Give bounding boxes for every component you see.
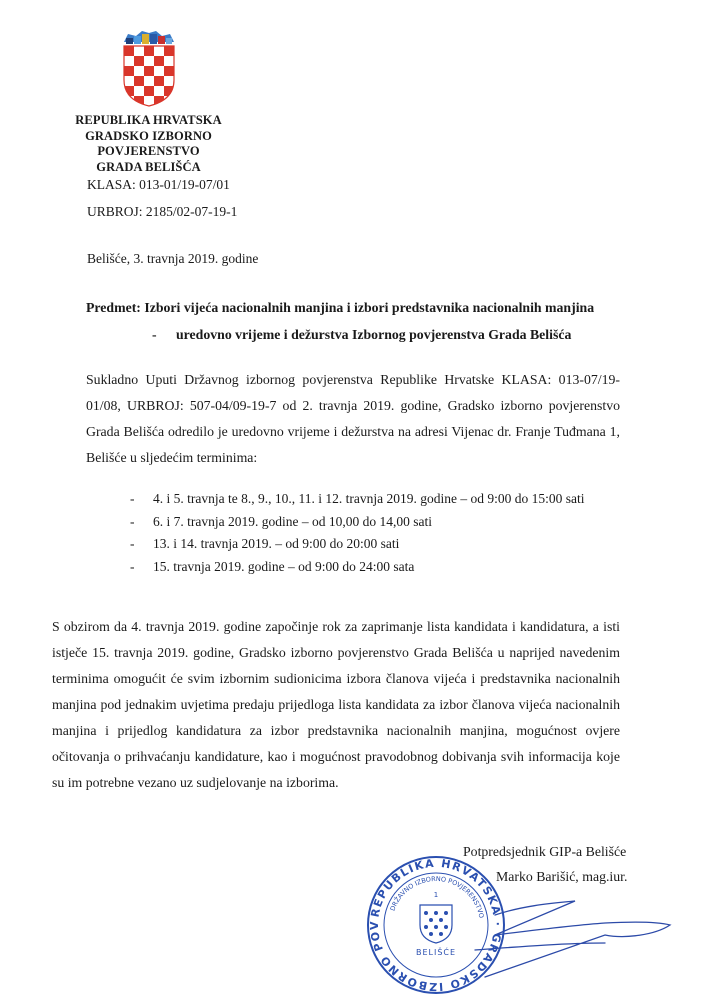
coat-of-arms-icon (118, 28, 180, 108)
bullet-dash: - (130, 558, 135, 574)
signatory-title: Potpredsjednik GIP-a Belišće (463, 844, 627, 859)
subject-line-2-text: uredovno vrijeme i dežurstva Izbornog povjerenstva Grada Belišća (176, 327, 572, 342)
subject-line-1: Predmet: Izbori vijeća nacionalnih manjina i izbori predstavnika nacionalnih manjina (86, 300, 595, 315)
signatory-name: Marko Barišić, mag.iur. (496, 869, 628, 884)
schedule-item-text: 6. i 7. travnja 2019. godine – od 10,00 do 14,00 sati (153, 513, 432, 529)
place-date: Belišće, 3. travnja 2019. godine (87, 251, 259, 266)
stamp-inner-text: DRŽAVNO IZBORNO POVJERENSTVO (388, 874, 486, 919)
bullet-dash: - (130, 513, 135, 529)
header-line: GRADA BELIŠĆA (96, 159, 201, 174)
checker-square (144, 46, 154, 56)
main-paragraph: S obzirom da 4. travnja 2019. godine započinje rok za zaprimanje lista kandidata i kandidatura, a isti istječe 15. travnja 2019. godine, Gradsko izborno povjerenstvo Grada Belišća u naprijed navedenim terminima omogućit će svim izbornim sudionicima izbora članova vijeća i predstavnika nacionalnih manjina pod jednakim uvjetima predaju prijedloga lista kandidata za izbor članova vijeća nacionalnih manjina i prijedlog kandidatura za izbor predstavnika nacionalnih manjina, mogućnost ovjere očitovanja o prihvaćanju kandidature, kao i mogućnost pravodobnog dobivanja svih informacija koje su im potrebne vezano uz sudjelovanje na izborima. (52, 619, 620, 790)
schedule-list (130, 491, 630, 581)
checker-square (134, 46, 144, 56)
schedule-item-text: 15. travnja 2019. godine – od 9:00 do 24:00 sata (153, 558, 415, 574)
checker-square (134, 86, 144, 96)
checker-square (164, 46, 174, 56)
checker-square (164, 96, 174, 106)
checker-square (134, 76, 144, 86)
checker-square (144, 86, 154, 96)
bullet-dash: - (130, 536, 135, 551)
checker-square (154, 56, 164, 66)
checker-square (164, 56, 174, 66)
checker-square (164, 66, 174, 76)
intro-paragraph: Sukladno Uputi Državnog izbornog povjerenstva Republike Hrvatske KLASA: 013-07/19-01/08, URBROJ: 507-04/09-19-7 od 2. travnja 2019. godine, Gradsko izborno povjerenstvo Grada Belišća odredilo je uredovno vrijeme i dežurstva na adresi Vijenac dr. Franje Tuđmana 1, Belišće u sljedećim terminima: (86, 372, 620, 465)
klasa-number: KLASA: 013-01/19-07/01 (87, 177, 230, 192)
stamp-outer-text: REPUBLIKA HRVATSKA · GRADSKO IZBORNO POV (367, 856, 505, 994)
official-stamp (362, 855, 510, 995)
institution-header (40, 113, 257, 175)
checker-square (124, 76, 134, 86)
checker-square (144, 76, 154, 86)
checker-square (154, 76, 164, 86)
stamp-center-text: BELIŠĆE (415, 948, 457, 957)
header-line: REPUBLIKA HRVATSKA (75, 113, 222, 127)
checker-square (124, 66, 134, 76)
checker-square (154, 86, 164, 96)
checker-square (144, 56, 154, 66)
header-line: GRADSKO IZBORNO POVJERENSTVO (85, 128, 212, 158)
checker-square (144, 66, 154, 76)
schedule-item (130, 514, 630, 537)
schedule-item (130, 559, 630, 582)
crown (124, 31, 174, 44)
stamp-number: 1 (433, 891, 439, 899)
urbroj-number: URBROJ: 2185/02-07-19-1 (87, 204, 238, 219)
checker-square (124, 56, 134, 66)
checker-square (134, 66, 144, 76)
checker-square (164, 76, 174, 86)
checker-square (124, 96, 134, 106)
schedule-item (130, 491, 630, 514)
schedule-item (130, 536, 630, 559)
schedule-item-text: 4. i 5. travnja te 8., 9., 10., 11. i 12. travnja 2019. godine – od 9:00 do 15:00 sati (153, 491, 585, 506)
checker-square (154, 66, 164, 76)
bullet-dash: - (130, 491, 135, 506)
checker-square (124, 46, 134, 56)
schedule-item-text: 13. i 14. travnja 2019. – od 9:00 do 20:00 sati (153, 536, 400, 551)
checker-square (134, 56, 144, 66)
stamp-shield-icon (420, 905, 452, 943)
checker-square (154, 46, 164, 56)
subject-dash: - (152, 327, 157, 342)
